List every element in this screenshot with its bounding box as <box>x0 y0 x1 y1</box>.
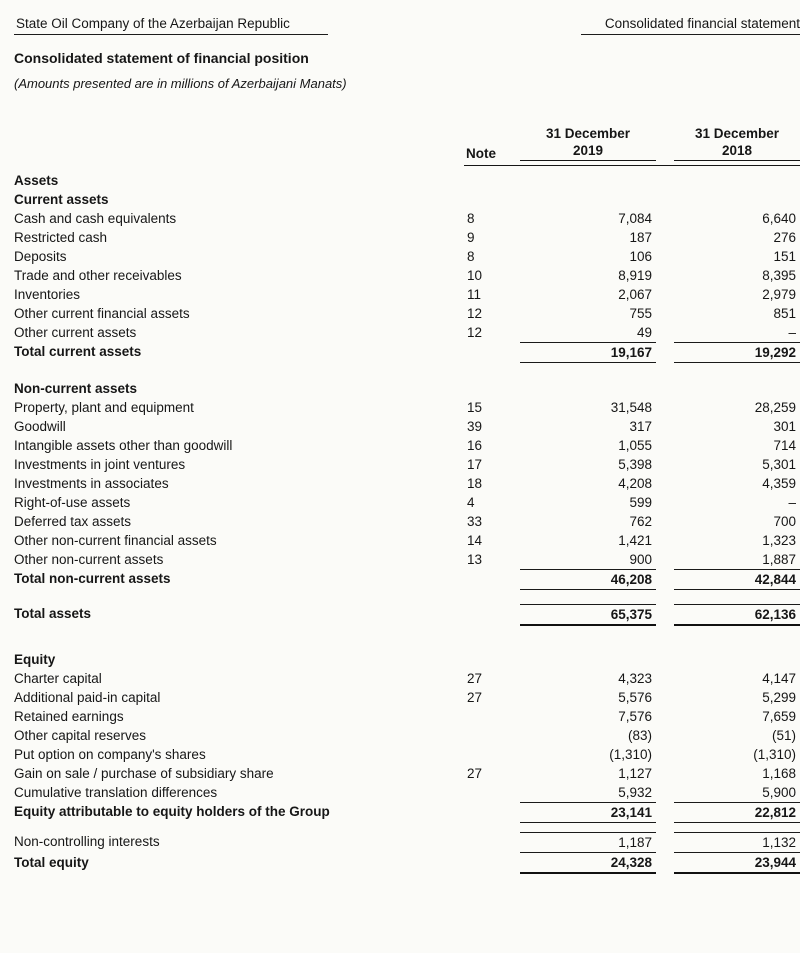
row-label: Cumulative translation differences <box>14 785 218 800</box>
row-value-2019: (83) <box>627 728 652 743</box>
column-header-2018-line1: 31 December <box>694 126 780 141</box>
column-gap <box>656 604 674 626</box>
column-gap <box>656 417 674 436</box>
column-gap <box>656 650 674 669</box>
row-note: 27 <box>467 766 483 781</box>
row-value-2019: 23,141 <box>520 802 656 823</box>
row-note: 8 <box>467 249 475 264</box>
row-value-2018: 5,301 <box>762 457 796 472</box>
table-header-row <box>14 125 800 166</box>
row-label: Deposits <box>14 249 67 264</box>
row-value-2019: 599 <box>629 495 652 510</box>
column-gap <box>656 228 674 247</box>
row-value-2019: 755 <box>629 306 652 321</box>
column-gap <box>656 247 674 266</box>
column-gap <box>656 669 674 688</box>
row-value-2018: 700 <box>773 514 796 529</box>
row-label: Investments in associates <box>14 476 169 491</box>
row-value-2019 <box>520 171 656 190</box>
table-row <box>14 669 800 688</box>
row-note: 17 <box>467 457 483 472</box>
row-label: Inventories <box>14 287 81 302</box>
row-note <box>464 783 520 802</box>
note-column-header: Note <box>464 146 520 166</box>
row-note: 16 <box>467 438 483 453</box>
row-value-2019: 317 <box>629 419 652 434</box>
row-value-2019 <box>520 190 656 209</box>
column-header-2019 <box>520 125 656 166</box>
row-value-2019 <box>520 379 656 398</box>
row-label: Put option on company's shares <box>14 747 206 762</box>
row-note: 27 <box>467 671 483 686</box>
table-row <box>14 764 800 783</box>
row-label: Other current financial assets <box>14 306 190 321</box>
row-note <box>464 832 520 853</box>
row-label: Investments in joint ventures <box>14 457 186 472</box>
column-gap <box>656 512 674 531</box>
row-value-2019: 5,932 <box>618 785 652 800</box>
column-gap <box>656 304 674 323</box>
row-value-2018 <box>674 650 800 669</box>
row-value-2018 <box>674 190 800 209</box>
row-note: 4 <box>467 495 475 510</box>
row-note <box>464 379 520 398</box>
column-gap <box>656 745 674 764</box>
row-value-2018: 301 <box>773 419 796 434</box>
row-value-2018: – <box>788 325 796 340</box>
table-row <box>14 266 800 285</box>
table-row <box>14 832 800 853</box>
column-gap <box>656 802 674 823</box>
row-note <box>464 650 520 669</box>
row-value-2019: 19,167 <box>520 342 656 363</box>
row-note: 8 <box>467 211 475 226</box>
row-value-2018: – <box>788 495 796 510</box>
row-note <box>464 569 520 590</box>
row-value-2018: 714 <box>773 438 796 453</box>
row-note: 27 <box>467 690 483 705</box>
column-header-2018 <box>674 125 800 166</box>
row-value-2019: 2,067 <box>618 287 652 302</box>
table-row <box>14 398 800 417</box>
row-value-2018 <box>674 171 800 190</box>
column-gap <box>656 323 674 342</box>
row-value-2019: 1,127 <box>618 766 652 781</box>
row-label: Total equity <box>14 855 89 870</box>
row-value-2019: 65,375 <box>520 604 656 626</box>
row-value-2019: 1,421 <box>618 533 652 548</box>
row-label: Intangible assets other than goodwill <box>14 438 233 453</box>
row-value-2019: 5,398 <box>618 457 652 472</box>
row-value-2019: 4,208 <box>618 476 652 491</box>
row-value-2019: 49 <box>636 325 652 340</box>
table-row <box>14 379 800 398</box>
row-value-2018: 6,640 <box>762 211 796 226</box>
row-value-2018: 151 <box>773 249 796 264</box>
table-row <box>14 474 800 493</box>
column-gap <box>656 455 674 474</box>
table-row <box>14 550 800 569</box>
row-value-2018: 1,168 <box>762 766 796 781</box>
row-label: Restricted cash <box>14 230 108 245</box>
table-row <box>14 436 800 455</box>
column-gap <box>656 190 674 209</box>
row-value-2018: 276 <box>773 230 796 245</box>
row-note <box>464 802 520 823</box>
row-value-2018: (51) <box>771 728 796 743</box>
table-row <box>14 531 800 550</box>
document-type: Consolidated financial statement <box>581 14 800 35</box>
row-value-2018: 42,844 <box>674 569 800 590</box>
row-note: 33 <box>467 514 483 529</box>
table-row <box>14 745 800 764</box>
table-row <box>14 726 800 745</box>
row-note <box>464 604 520 626</box>
column-gap <box>656 285 674 304</box>
row-label: Other non-current assets <box>14 552 164 567</box>
row-note: 13 <box>467 552 483 567</box>
row-label: Trade and other receivables <box>14 268 182 283</box>
row-label: Other current assets <box>14 325 137 340</box>
row-label: Total non-current assets <box>14 571 171 586</box>
row-value-2019 <box>520 650 656 669</box>
column-gap <box>656 569 674 590</box>
column-gap <box>656 436 674 455</box>
row-value-2018: 1,323 <box>762 533 796 548</box>
table-row <box>14 783 800 802</box>
row-note: 10 <box>467 268 483 283</box>
row-label: Right-of-use assets <box>14 495 131 510</box>
row-value-2018: 5,299 <box>762 690 796 705</box>
row-value-2019: 900 <box>629 552 652 567</box>
row-value-2019: 106 <box>629 249 652 264</box>
row-note <box>464 707 520 726</box>
financial-position-table <box>14 125 800 874</box>
row-value-2019: 24,328 <box>520 853 656 874</box>
table-row <box>14 209 800 228</box>
table-row <box>14 455 800 474</box>
row-note: 15 <box>467 400 483 415</box>
column-gap <box>656 342 674 363</box>
row-value-2018: 4,147 <box>762 671 796 686</box>
table-spacer <box>14 363 800 379</box>
table-row <box>14 802 800 823</box>
row-label: Non-current assets <box>14 381 138 396</box>
table-row <box>14 285 800 304</box>
row-value-2019: 5,576 <box>618 690 652 705</box>
column-gap <box>656 764 674 783</box>
table-row <box>14 247 800 266</box>
table-row <box>14 304 800 323</box>
row-value-2019: 1,187 <box>520 832 656 853</box>
row-value-2018: 28,259 <box>754 400 796 415</box>
row-value-2019: 31,548 <box>610 400 652 415</box>
row-value-2018: 1,887 <box>762 552 796 567</box>
table-row <box>14 707 800 726</box>
table-spacer <box>14 823 800 832</box>
row-note <box>464 853 520 874</box>
row-label: Assets <box>14 173 59 188</box>
row-label: Equity <box>14 652 56 667</box>
table-row <box>14 853 800 874</box>
statement-title: Consolidated statement of financial position <box>14 50 309 66</box>
row-note: 11 <box>467 287 482 302</box>
row-value-2019: 7,576 <box>618 709 652 724</box>
row-note: 9 <box>467 230 475 245</box>
column-gap <box>656 853 674 874</box>
row-value-2018: (1,310) <box>753 747 796 762</box>
column-gap <box>656 707 674 726</box>
table-row <box>14 228 800 247</box>
column-gap <box>656 474 674 493</box>
row-label: Equity attributable to equity holders of the Group <box>14 804 330 819</box>
column-header-2019-year: 2019 <box>520 142 656 161</box>
row-value-2018: 7,659 <box>762 709 796 724</box>
column-gap <box>656 209 674 228</box>
row-value-2019: 46,208 <box>520 569 656 590</box>
table-spacer <box>14 626 800 650</box>
table-row <box>14 493 800 512</box>
table-row <box>14 171 800 190</box>
row-label: Charter capital <box>14 671 102 686</box>
row-label: Goodwill <box>14 419 66 434</box>
row-label: Additional paid-in capital <box>14 690 161 705</box>
column-gap <box>656 266 674 285</box>
column-gap <box>656 125 674 166</box>
row-value-2019: 187 <box>629 230 652 245</box>
row-note <box>464 190 520 209</box>
table-row <box>14 688 800 707</box>
row-label: Gain on sale / purchase of subsidiary share <box>14 766 274 781</box>
row-note: 14 <box>467 533 483 548</box>
row-value-2019: 7,084 <box>618 211 652 226</box>
row-note: 12 <box>467 325 483 340</box>
table-row <box>14 604 800 626</box>
column-gap <box>656 171 674 190</box>
row-label: Other capital reserves <box>14 728 147 743</box>
row-label: Current assets <box>14 192 109 207</box>
row-value-2018: 19,292 <box>674 342 800 363</box>
row-value-2018: 23,944 <box>674 853 800 874</box>
column-gap <box>656 398 674 417</box>
row-label: Deferred tax assets <box>14 514 132 529</box>
row-value-2018: 22,812 <box>674 802 800 823</box>
table-row <box>14 323 800 342</box>
column-gap <box>656 379 674 398</box>
page-header <box>14 14 800 35</box>
row-value-2019: 8,919 <box>618 268 652 283</box>
column-gap <box>656 493 674 512</box>
row-label: Non-controlling interests <box>14 834 160 849</box>
row-label: Retained earnings <box>14 709 124 724</box>
row-note <box>464 745 520 764</box>
row-value-2019: (1,310) <box>609 747 652 762</box>
row-label: Other non-current financial assets <box>14 533 217 548</box>
column-gap <box>656 832 674 853</box>
row-value-2018: 2,979 <box>762 287 796 302</box>
table-row <box>14 417 800 436</box>
table-row <box>14 342 800 363</box>
row-value-2019: 762 <box>629 514 652 529</box>
column-header-2019-line1: 31 December <box>545 126 631 141</box>
table-spacer <box>14 590 800 604</box>
row-value-2019: 1,055 <box>618 438 652 453</box>
table-body <box>14 166 800 874</box>
table-row <box>14 190 800 209</box>
row-note: 12 <box>467 306 483 321</box>
row-value-2018: 851 <box>773 306 796 321</box>
column-gap <box>656 688 674 707</box>
row-note <box>464 171 520 190</box>
column-gap <box>656 783 674 802</box>
row-note: 18 <box>467 476 483 491</box>
statement-subtitle: (Amounts presented are in millions of Azerbaijani Manats) <box>14 76 347 91</box>
row-label: Cash and cash equivalents <box>14 211 177 226</box>
column-header-2018-year: 2018 <box>674 142 800 161</box>
row-value-2018: 62,136 <box>674 604 800 626</box>
table-row <box>14 569 800 590</box>
row-label: Total assets <box>14 606 92 621</box>
row-value-2019: 4,323 <box>618 671 652 686</box>
row-value-2018: 1,132 <box>674 832 800 853</box>
company-name: State Oil Company of the Azerbaijan Republic <box>14 14 328 35</box>
row-note <box>464 726 520 745</box>
row-note <box>464 342 520 363</box>
table-row <box>14 650 800 669</box>
column-gap <box>656 531 674 550</box>
row-label: Total current assets <box>14 344 142 359</box>
row-value-2018: 8,395 <box>762 268 796 283</box>
row-value-2018: 4,359 <box>762 476 796 491</box>
row-note: 39 <box>467 419 483 434</box>
row-label: Property, plant and equipment <box>14 400 194 415</box>
table-row <box>14 512 800 531</box>
row-value-2018 <box>674 379 800 398</box>
column-gap <box>656 726 674 745</box>
row-value-2018: 5,900 <box>762 785 796 800</box>
column-gap <box>656 550 674 569</box>
